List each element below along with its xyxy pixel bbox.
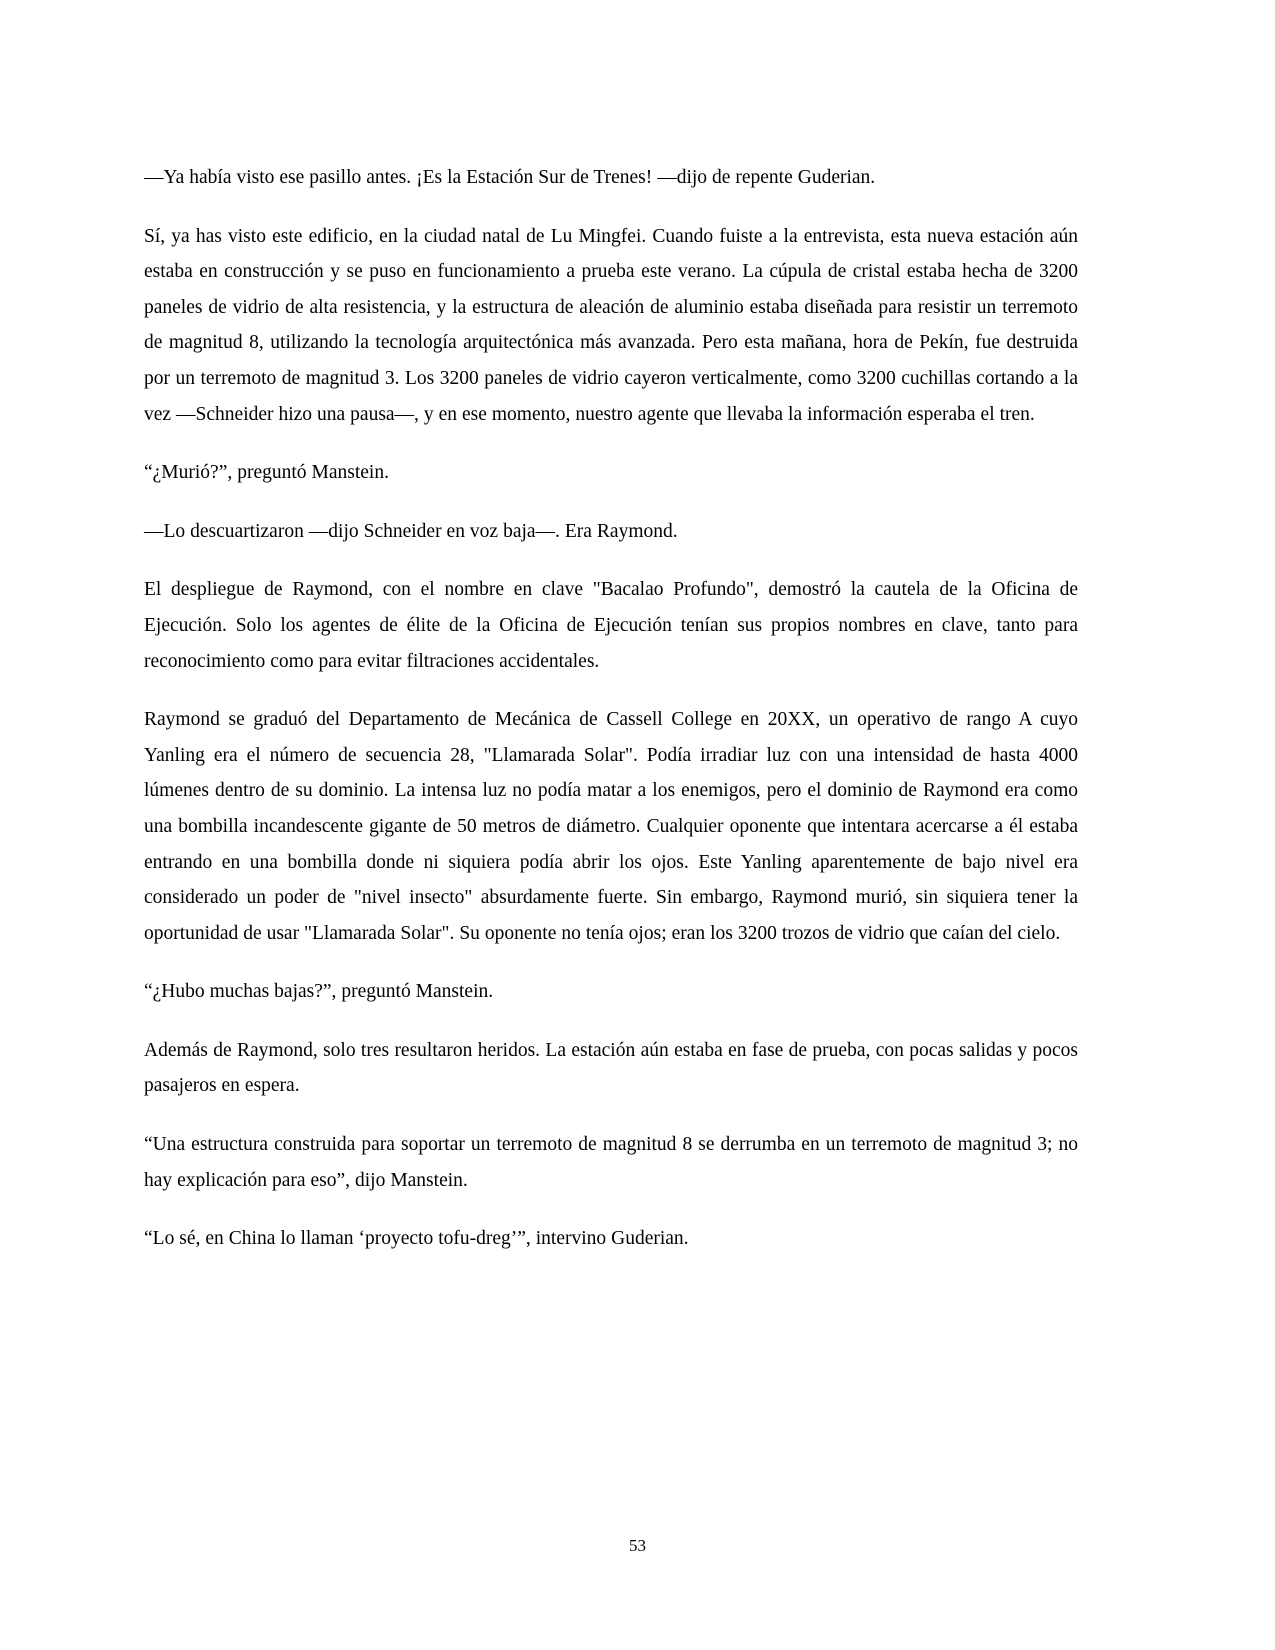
page-body-text	[144, 160, 1078, 1257]
paragraph: “¿Murió?”, preguntó Manstein.	[144, 462, 389, 484]
paragraph: Sí, ya has visto este edificio, en la ciudad natal de Lu Mingfei. Cuando fuiste a la entrevista, esta nueva estación aún estaba en construcción y se puso en funcionamiento a prueba este verano. La cúpula de cristal estaba hecha de 3200 paneles de vidrio de alta resistencia, y la estructura de aleación de aluminio estaba diseñada para resistir un terremoto de magnitud 8, utilizando la tecnología arquitectónica más avanzada. Pero esta mañana, hora de Pekín, fue destruida por un terremoto de magnitud 3. Los 3200 paneles de vidrio cayeron verticalmente, como 3200 cuchillas cortando a la vez —Schneider hizo una pausa—, y en ese momento, nuestro agente que llevaba la información esperaba el tren.	[144, 225, 1078, 425]
page-number: 53	[629, 1536, 646, 1555]
paragraph: —Ya había visto ese pasillo antes. ¡Es la Estación Sur de Trenes! —dijo de repente Guderian.	[144, 167, 876, 188]
paragraph: “¿Hubo muchas bajas?”, preguntó Manstein.	[144, 981, 494, 1003]
paragraph: Además de Raymond, solo tres resultaron heridos. La estación aún estaba en fase de prueba, con pocas salidas y pocos pasajeros en espera.	[144, 1039, 1078, 1097]
paragraph: —Lo descuartizaron —dijo Schneider en voz baja—. Era Raymond.	[144, 520, 678, 542]
paragraph: Raymond se graduó del Departamento de Mecánica de Cassell College en 20XX, un operativo de rango A cuyo Yanling era el número de secuencia 28, "Llamarada Solar". Podía irradiar luz con una intensidad de hasta 4000 lúmenes dentro de su dominio. La intensa luz no podía matar a los enemigos, pero el dominio de Raymond era como una bombilla incandescente gigante de 50 metros de diámetro. Cualquier oponente que intentara acercarse a él estaba entrando en una bombilla donde ni siquiera podía abrir los ojos. Este Yanling aparentemente de bajo nivel era considerado un poder de "nivel insecto" absurdamente fuerte. Sin embargo, Raymond murió, sin siquiera tener la oportunidad de usar "Llamarada Solar". Su oponente no tenía ojos; eran los 3200 trozos de vidrio que caían del cielo.	[144, 709, 1078, 944]
paragraph: “Una estructura construida para soportar un terremoto de magnitud 8 se derrumba en un terremoto de magnitud 3; no hay explicación para eso”, dijo Manstein.	[144, 1134, 1078, 1191]
paragraph: “Lo sé, en China lo llaman ‘proyecto tofu-dreg’”, intervino Guderian.	[144, 1228, 689, 1250]
paragraph: El despliegue de Raymond, con el nombre en clave "Bacalao Profundo", demostró la cautela de la Oficina de Ejecución. Solo los agentes de élite de la Oficina de Ejecución tenían sus propios nombres en clave, tanto para reconocimiento como para evitar filtraciones accidentales.	[144, 579, 1078, 672]
